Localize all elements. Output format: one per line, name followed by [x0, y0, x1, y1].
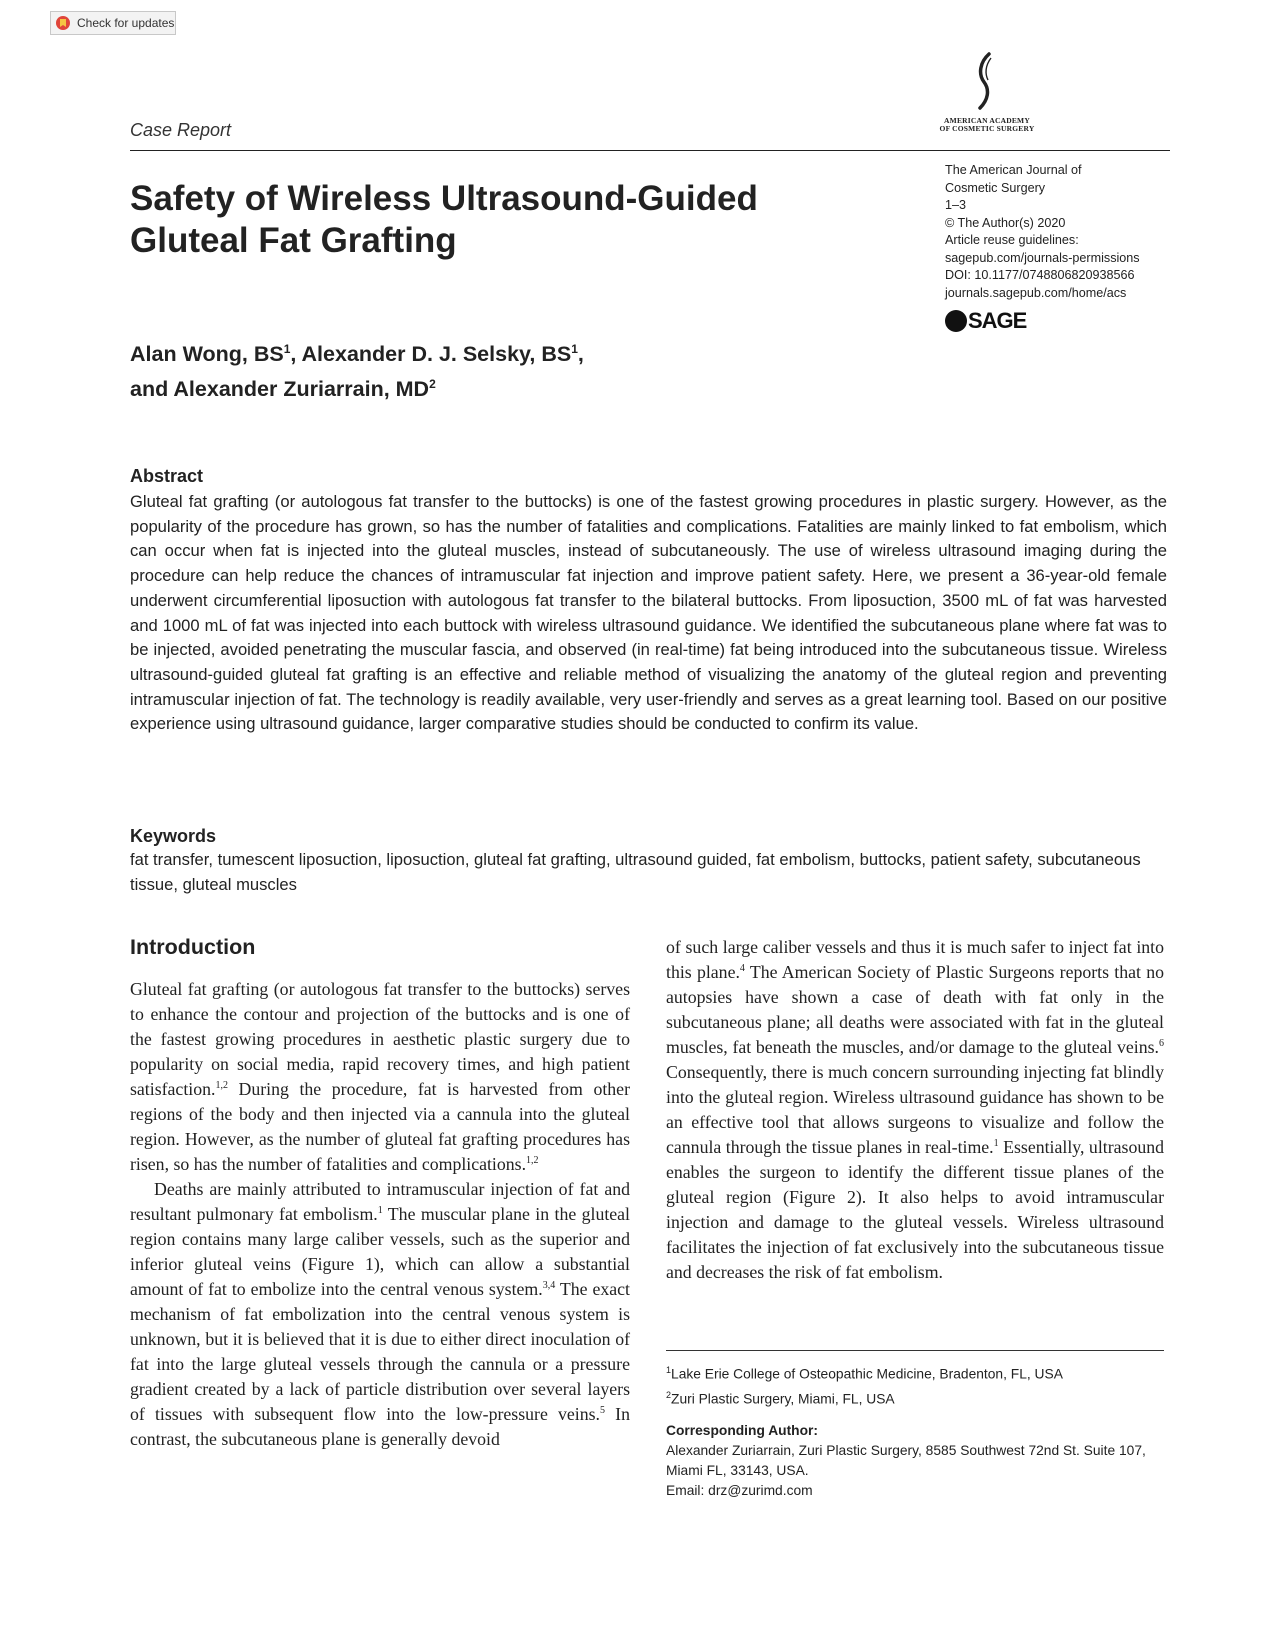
paragraph	[666, 935, 1164, 1285]
abstract-text: Gluteal fat grafting (or autologous fat transfer to the buttocks) is one of the fastest growing procedures in plastic surgery. However, as the popularity of the procedure has grown, so has the number of fatalities and complications. Fatalities are mainly linked to fat embolism, which can occur when fat is injected into the gluteal muscles, instead of subcutaneously. The use of wireless ultrasound imaging during the procedure can help reduce the chances of intramuscular fat injection and improve patient safety. Here, we present a 36-year-old female underwent circumferential liposuction with autologous fat transfer to the bilateral buttocks. From liposuction, 3500 mL of fat was harvested and 1000 mL of fat was injected into each buttock with wireless ultrasound guidance. We identified the subcutaneous plane where fat was to be injected, avoided penetrating the muscular fascia, and observed (in real-time) fat being introduced into the subcutaneous tissue. Wireless ultrasound-guided gluteal fat grafting is an effective and reliable method of visualizing the anatomy of the gluteal region and preventing intramuscular injection of fat. The technology is readily available, very user-friendly and serves as a great learning tool. Based on our positive experience using ultrasound guidance, larger comparative studies should be conducted to confirm its value.	[130, 492, 1167, 734]
corresponding-heading: Corresponding Author:	[666, 1423, 819, 1439]
meta-doi[interactable]: DOI: 10.1177/0748806820938566	[945, 268, 1135, 282]
section-label: Case Report	[130, 120, 232, 140]
text-run: Gluteal fat grafting (or autologous fat transfer to the buttocks) serves to enhance the contour and projection of the buttocks and is one of the fastest growing procedures in aesthetic plastic surgery due to popularity on social media, rapid recovery times, and high patient satisfaction.	[130, 979, 630, 1099]
corresponding-email[interactable]: Email: drz@zurimd.com	[666, 1483, 813, 1499]
meta-line: Cosmetic Surgery	[945, 180, 1046, 195]
introduction-heading: Introduction	[130, 935, 256, 959]
title-line-1: Safety of Wireless Ultrasound-Guided	[130, 179, 758, 218]
keywords-text: fat transfer, tumescent liposuction, liposuction, gluteal fat grafting, ultrasound guided, fat embolism, buttocks, patient safety, subcutaneous tissue, gluteal muscles	[130, 850, 1141, 894]
author-sep: ,	[577, 342, 584, 367]
author-name: and Alexander Zuriarrain, MD	[130, 377, 430, 402]
academy-logo-line2: OF COSMETIC SURGERY	[939, 124, 1035, 133]
text-run: During the procedure, fat is harvested from other regions of the body and then injected via a cannula into the gluteal region. However, as the number of gluteal fat grafting procedures has risen, so has the number of fatalities and complications.	[130, 1079, 630, 1174]
affil-text: Lake Erie College of Osteopathic Medicine, Bradenton, FL, USA	[671, 1366, 1063, 1382]
check-for-updates-button[interactable]	[50, 11, 176, 35]
text-run: Essentially, ultrasound enables the surgeon to identify the different tissue planes of the gluteal region (Figure 2). It also helps to avoid intramuscular injection and damage to the gluteal vessels. Wireless ultrasound facilitates the injection of fat exclusively into the subcutaneous tissue and decreases the risk of fat embolism.	[666, 1137, 1165, 1282]
text-run: Consequently, there is much concern surrounding injecting fat blindly into the gluteal region. Wireless ultrasound guidance has shown to be an effective tool that allows surgeons to visualize and follow the cannula through the tissue planes in real-time.	[666, 1062, 1164, 1157]
title-line-2: Gluteal Fat Grafting	[130, 221, 457, 260]
footnote-rule	[666, 1350, 1164, 1351]
affil-text: Zuri Plastic Surgery, Miami, FL, USA	[671, 1391, 895, 1407]
citation-ref[interactable]: 1,2	[526, 1155, 539, 1167]
academy-emblem-icon	[972, 52, 1002, 112]
body-column-right	[666, 935, 1164, 1285]
citation-ref[interactable]: 1,2	[215, 1080, 228, 1092]
meta-line: The American Journal of	[945, 163, 1082, 177]
author-name: Alan Wong, BS	[130, 342, 284, 367]
corresponding-address: Alexander Zuriarrain, Zuri Plastic Surgery, 8585 Southwest 72nd St. Suite 107, Miami FL, 33143, USA.	[666, 1443, 1146, 1479]
text-run: In contrast, the subcutaneous plane is generally devoid	[130, 1404, 630, 1449]
check-for-updates-label: Check for updates	[77, 16, 175, 30]
check-updates-icon	[55, 15, 71, 31]
citation-ref[interactable]: 3,4	[542, 1280, 556, 1292]
article-title	[130, 178, 830, 262]
text-run: of such large caliber vessels and thus it is much safer to inject fat into this plane.	[666, 937, 1164, 982]
meta-line: Article reuse guidelines:	[945, 233, 1079, 247]
keywords-heading: Keywords	[130, 826, 217, 846]
affiliation-2	[666, 1385, 1166, 1410]
citation-ref[interactable]: 5	[600, 1405, 606, 1417]
paragraph	[130, 1177, 630, 1452]
header-rule	[130, 150, 1170, 151]
meta-line: 1–3	[945, 198, 967, 212]
text-run: The muscular plane in the gluteal region contains many large caliber vessels, such as the superior and inferior gluteal veins (Figure 1), which can allow a substantial amount of fat to embolize into the central venous system.	[130, 1204, 630, 1299]
sage-logo-text: SAGE	[968, 308, 1027, 333]
academy-logo-line1: AMERICAN ACADEMY	[944, 116, 1030, 125]
footnotes	[666, 1360, 1166, 1501]
journal-meta	[945, 162, 1165, 302]
citation-ref[interactable]: 4	[739, 963, 745, 975]
meta-link-journal[interactable]: journals.sagepub.com/home/acs	[945, 285, 1127, 300]
affil-num: 1	[666, 1365, 672, 1375]
citation-ref[interactable]: 6	[1159, 1038, 1164, 1050]
text-run: The exact mechanism of fat embolization into the central venous system is unknown, but it is believed that it is due to either direct inoculation of fat into the large gluteal vessels through the cannula or a pressure gradient created by a lack of particle distribution over several layers of tissues with subsequent flow into the low-pressure veins.	[130, 1279, 630, 1424]
text-run: The American Society of Plastic Surgeons reports that no autopsies have shown a case of death with fat only in the subcutaneous plane; all deaths were associated with fat in the gluteal muscles, fat beneath the muscles, and/or damage to the gluteal veins.	[666, 962, 1164, 1057]
author-affil: 1	[571, 342, 578, 356]
body-column-left	[130, 977, 630, 1452]
text-run: Deaths are mainly attributed to intramuscular injection of fat and resultant pulmonary fat embolism.	[130, 1179, 630, 1224]
sage-circle-icon	[945, 310, 967, 332]
author-sep: ,	[290, 342, 302, 367]
author-affil: 1	[283, 342, 291, 356]
meta-link-permissions[interactable]: sagepub.com/journals-permissions	[945, 250, 1140, 265]
paragraph	[130, 977, 630, 1177]
academy-logo	[937, 52, 1037, 138]
author-name: Alexander D. J. Selsky, BS	[301, 342, 572, 367]
citation-ref[interactable]: 1	[993, 1138, 999, 1150]
abstract-heading: Abstract	[130, 466, 204, 486]
affil-num: 2	[666, 1389, 672, 1400]
affiliation-1	[666, 1360, 1166, 1385]
author-affil: 2	[429, 377, 436, 392]
sage-logo	[945, 308, 1026, 334]
citation-ref[interactable]: 1	[377, 1205, 383, 1217]
author-list	[130, 334, 830, 404]
meta-line: © The Author(s) 2020	[945, 215, 1066, 230]
